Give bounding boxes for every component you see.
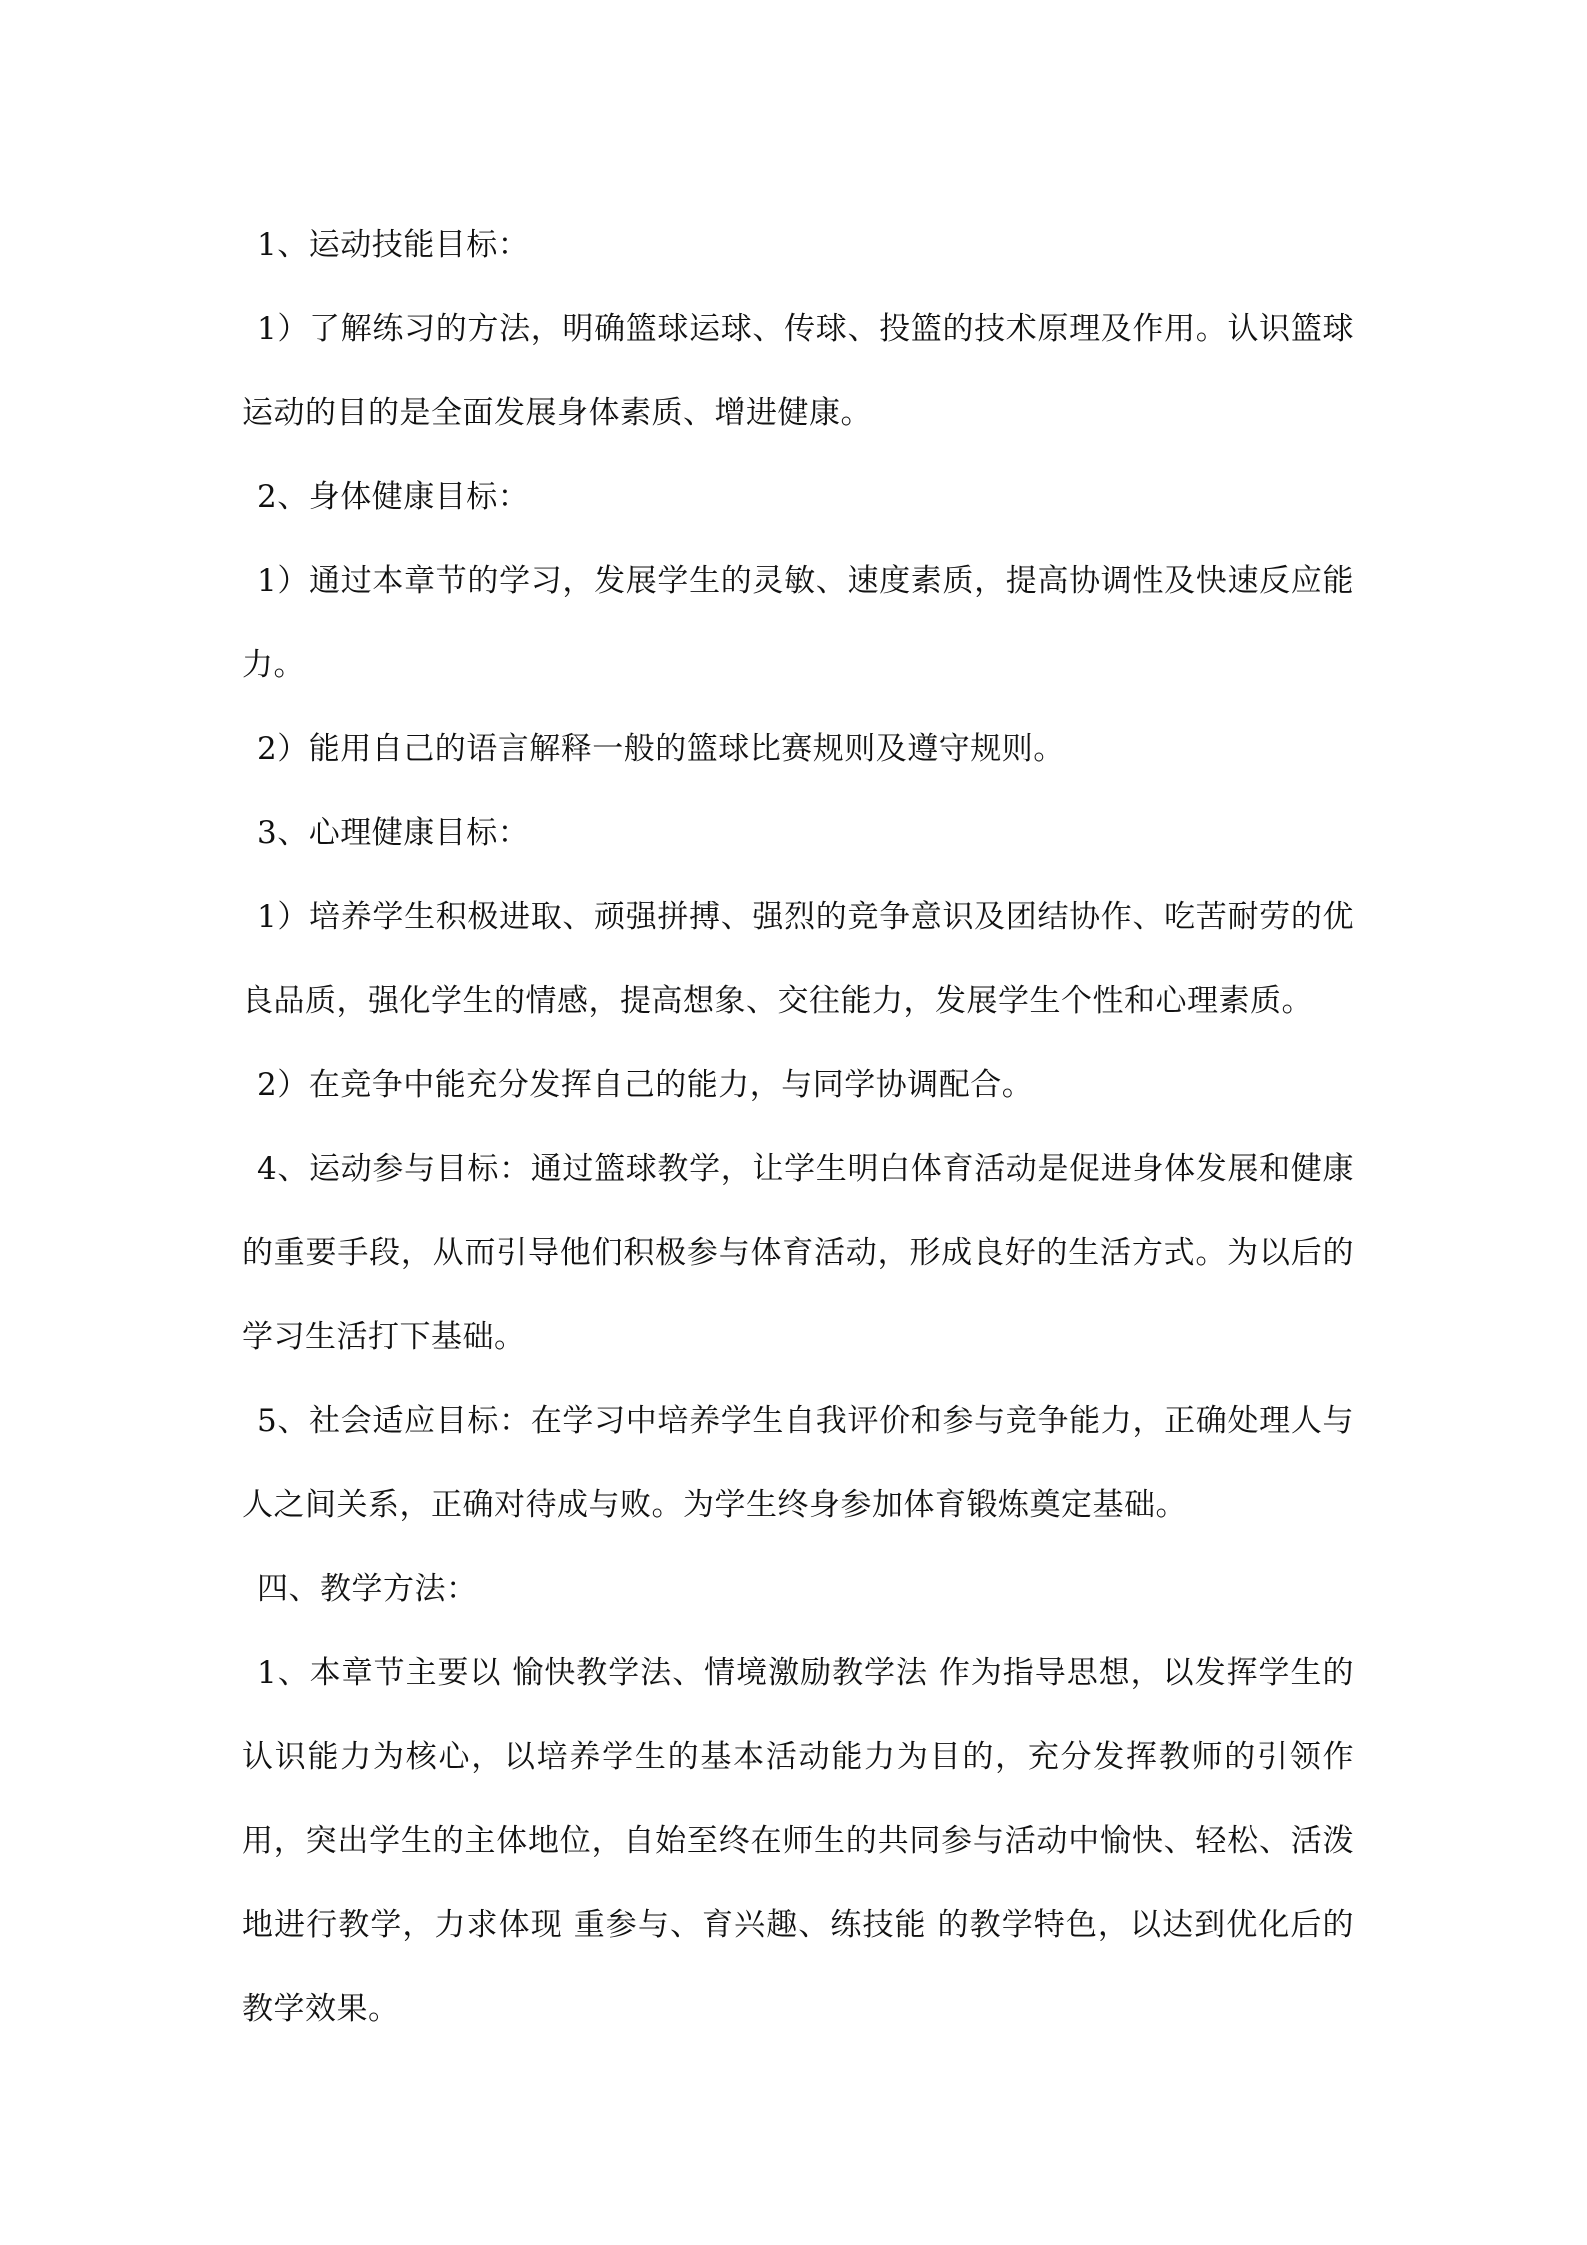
heading-teaching-methods: 四、教学方法： [257,1571,478,1607]
paragraph-social-adaptation-goals: 5、社会适应目标：在学习中培养学生自我评价和参与竞争能力，正确处理人与人之间关系，正确对待成与败。为学生终身参加体育锻炼奠定基础。 [242,1403,1354,1523]
heading-motor-skill-goals: 1、运动技能目标： [257,227,530,263]
paragraph-motor-skill-item-1: 1）了解练习的方法，明确篮球运球、传球、投篮的技术原理及作用。认识篮球运动的目的是全面发展身体素质、增进健康。 [242,311,1354,431]
paragraph-physical-health-item-1: 1）通过本章节的学习，发展学生的灵敏、速度素质，提高协调性及快速反应能力。 [242,563,1354,683]
paragraph-physical-health-item-2: 2）能用自己的语言解释一般的篮球比赛规则及遵守规则。 [257,731,1065,767]
document-body [242,203,1354,2051]
paragraph-teaching-method-1: 1、本章节主要以 愉快教学法、情境激励教学法 作为指导思想，以发挥学生的认识能力为核心，以培养学生的基本活动能力为目的，充分发挥教师的引领作用，突出学生的主体地位，自始至终在师生的共同参与活动中愉快、轻松、活泼地进行教学，力求体现 重参与、育兴趣、练技能 的教学特色，以达到优化后的教学效果。 [242,1655,1354,2027]
heading-mental-health-goals: 3、心理健康目标： [257,815,530,851]
paragraph-mental-health-item-2: 2）在竞争中能充分发挥自己的能力，与同学协调配合。 [257,1067,1034,1103]
heading-physical-health-goals: 2、身体健康目标： [257,479,530,515]
paragraph-sport-participation-goals: 4、运动参与目标：通过篮球教学，让学生明白体育活动是促进身体发展和健康的重要手段，从而引导他们积极参与体育活动，形成良好的生活方式。为以后的学习生活打下基础。 [242,1151,1354,1355]
paragraph-mental-health-item-1: 1）培养学生积极进取、顽强拼搏、强烈的竞争意识及团结协作、吃苦耐劳的优良品质，强化学生的情感，提高想象、交往能力，发展学生个性和心理素质。 [242,899,1354,1019]
